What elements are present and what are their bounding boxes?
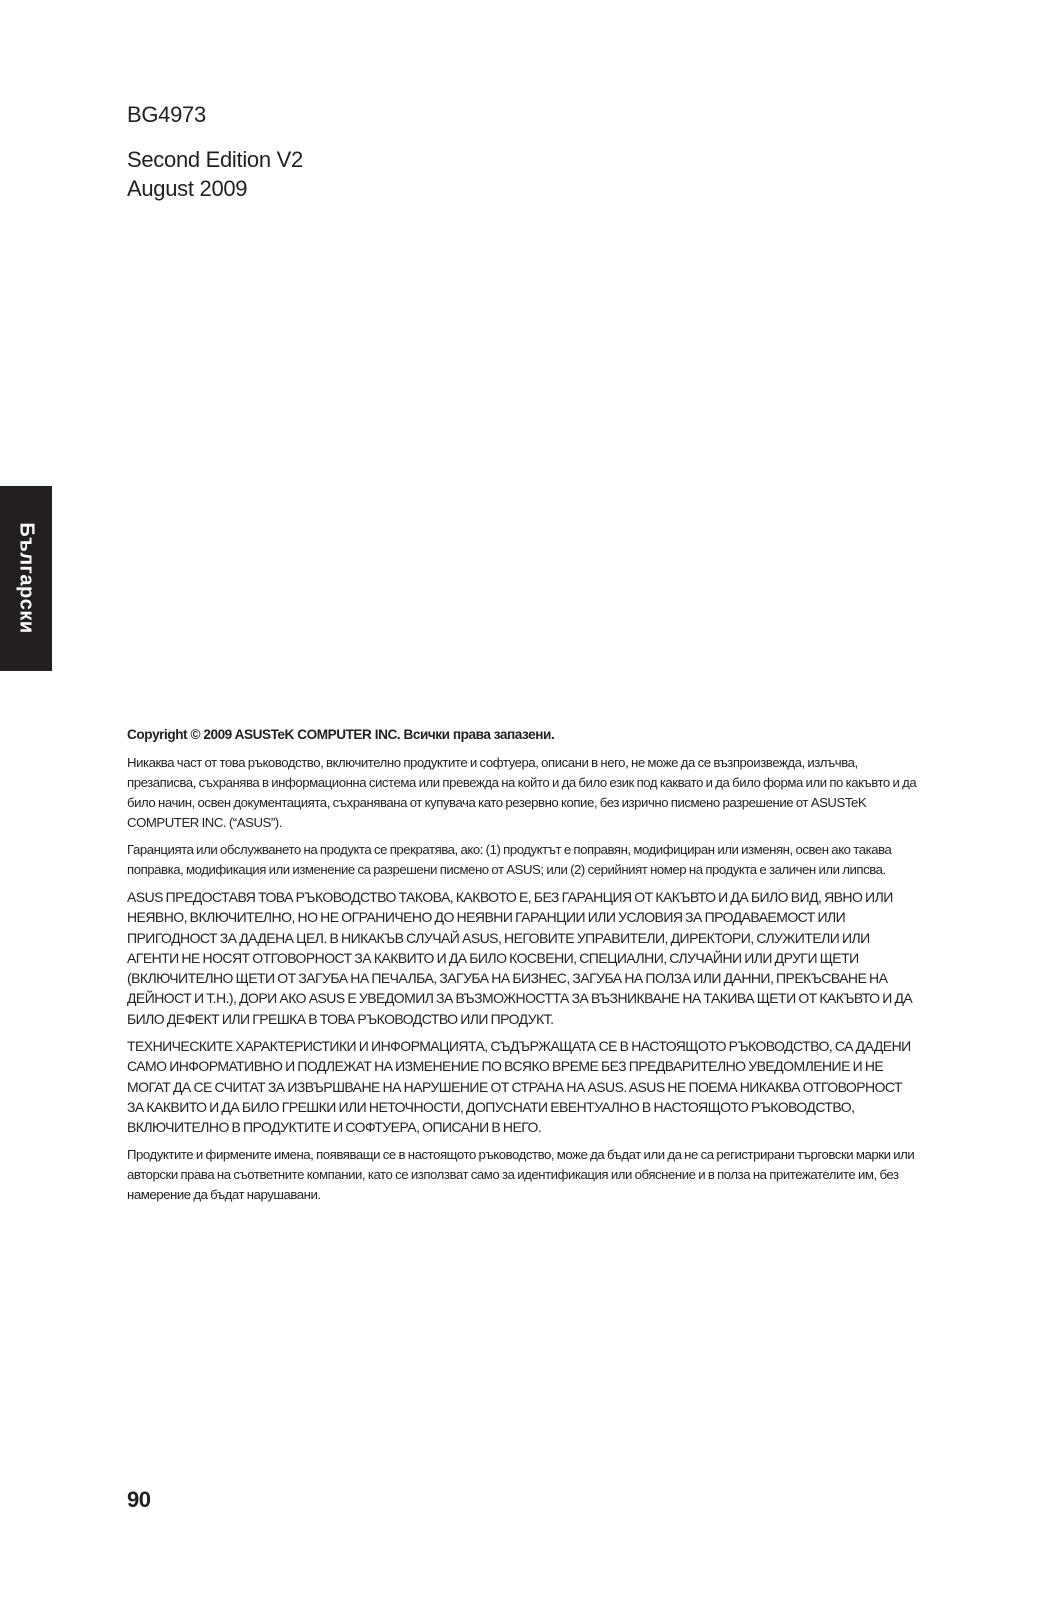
page-number: 90: [127, 1487, 151, 1512]
edition-info: [127, 145, 303, 203]
legal-paragraph-specifications: ТЕХНИЧЕСКИТЕ ХАРАКТЕРИСТИКИ И ИНФОРМАЦИЯТА, СЪДЪРЖАЩАТА СЕ В НАСТОЯЩОТО РЪКОВОДСТВО, СА ДАДЕНИ САМО ИНФОРМАТИВНО И ПОДЛЕЖАТ НА ИЗМЕНЕНИЕ ПО ВСЯКО ВРЕМЕ БЕЗ ПРЕДВАРИТЕЛНО УВЕДОМЛЕНИЕ И НЕ МОГАТ ДА СЕ СЧИТАТ ЗА ИЗВЪРШВАНЕ НА НАРУШЕНИЕ ОТ СТРАНА НА ASUS. ASUS НЕ ПОЕМА НИКАКВА ОТГОВОРНОСТ ЗА КАКВИТО И ДА БИЛО ГРЕШКИ ИЛИ НЕТОЧНОСТИ, ДОПУСНАТИ ЕВЕНТУАЛНО В НАСТОЯЩОТО РЪКОВОДСТВО, ВКЛЮЧИТЕЛНО В ПРОДУКТИТЕ И СОФТУЕРА, ОПИСАНИ В НЕГО.: [127, 1038, 911, 1136]
edition-date: August 2009: [127, 176, 248, 201]
legal-paragraph-reproduction: Никаква част от това ръководство, включително продуктите и софтуера, описани в него, не може да се възпроизвежда, излъчва, презаписва, съхранява в информационна система или превежда на който и да било език под каквато и да било форма или по какъвто и да било начин, освен документацията, съхранявана от купувача като резервно копие, без изрично писмено разрешение от ASUSTeK COMPUTER INC. (“ASUS”).: [127, 755, 917, 830]
copyright-heading: Copyright © 2009 ASUSTeK COMPUTER INC. Всички права запазени.: [127, 727, 555, 742]
language-side-tab: [0, 486, 52, 671]
legal-paragraph-trademarks: Продуктите и фирмените имена, появяващи се в настоящото ръководство, може да бъдат или да не са регистрирани търговски марки или авторски права на съответните компании, като се използват само за идентификация или обяснение и в полза на притежателите им, без намерение да бъдат нарушавани.: [127, 1146, 915, 1202]
legal-notice: [127, 725, 917, 1212]
legal-paragraph-disclaimer: ASUS ПРЕДОСТАВЯ ТОВА РЪКОВОДСТВО ТАКОВА, КАКВОТО Е, БЕЗ ГАРАНЦИЯ ОТ КАКЪВТО И ДА БИЛО ВИД, ЯВНО ИЛИ НЕЯВНО, ВКЛЮЧИТЕЛНО, НО НЕ ОГРАНИЧЕНО ДО НЕЯВНИ ГАРАНЦИИ ИЛИ УСЛОВИЯ ЗА ПРОДАВАЕМОСТ ИЛИ ПРИГОДНОСТ ЗА ДАДЕНА ЦЕЛ. В НИКАКЪВ СЛУЧАЙ ASUS, НЕГОВИТЕ УПРАВИТЕЛИ, ДИРЕКТОРИ, СЛУЖИТЕЛИ ИЛИ АГЕНТИ НЕ НОСЯТ ОТГОВОРНОСТ ЗА КАКВИТО И ДА БИЛО КОСВЕНИ, СПЕЦИАЛНИ, СЛУЧАЙНИ ИЛИ ДРУГИ ЩЕТИ (ВКЛЮЧИТЕЛНО ЩЕТИ ОТ ЗАГУБА НА ПЕЧАЛБА, ЗАГУБА НА БИЗНЕС, ЗАГУБА НА ПОЛЗА ИЛИ ДАННИ, ПРЕКЪСВАНЕ НА ДЕЙНОСТ И Т.Н.), ДОРИ АКО ASUS Е УВЕДОМИЛ ЗА ВЪЗМОЖНОСТТА ЗА ВЪЗНИКВАНЕ НА ТАКИВА ЩЕТИ ОТ КАКЪВТО И ДА БИЛО ДЕФЕКТ ИЛИ ГРЕШКА В ТОВА РЪКОВОДСТВО ИЛИ ПРОДУКТ.: [127, 889, 913, 1027]
legal-paragraph-warranty: Гаранцията или обслужването на продукта се прекратява, ако: (1) продуктът е поправян, модифициран или изменян, освен ако такава поправка, модификация или изменение са разрешени писмено от ASUS; или (2) серийният номер на продукта е заличен или липсва.: [127, 842, 892, 877]
document-id: BG4973: [127, 102, 206, 127]
edition-label: Second Edition V2: [127, 147, 303, 172]
language-tab-label: Български: [15, 522, 38, 634]
